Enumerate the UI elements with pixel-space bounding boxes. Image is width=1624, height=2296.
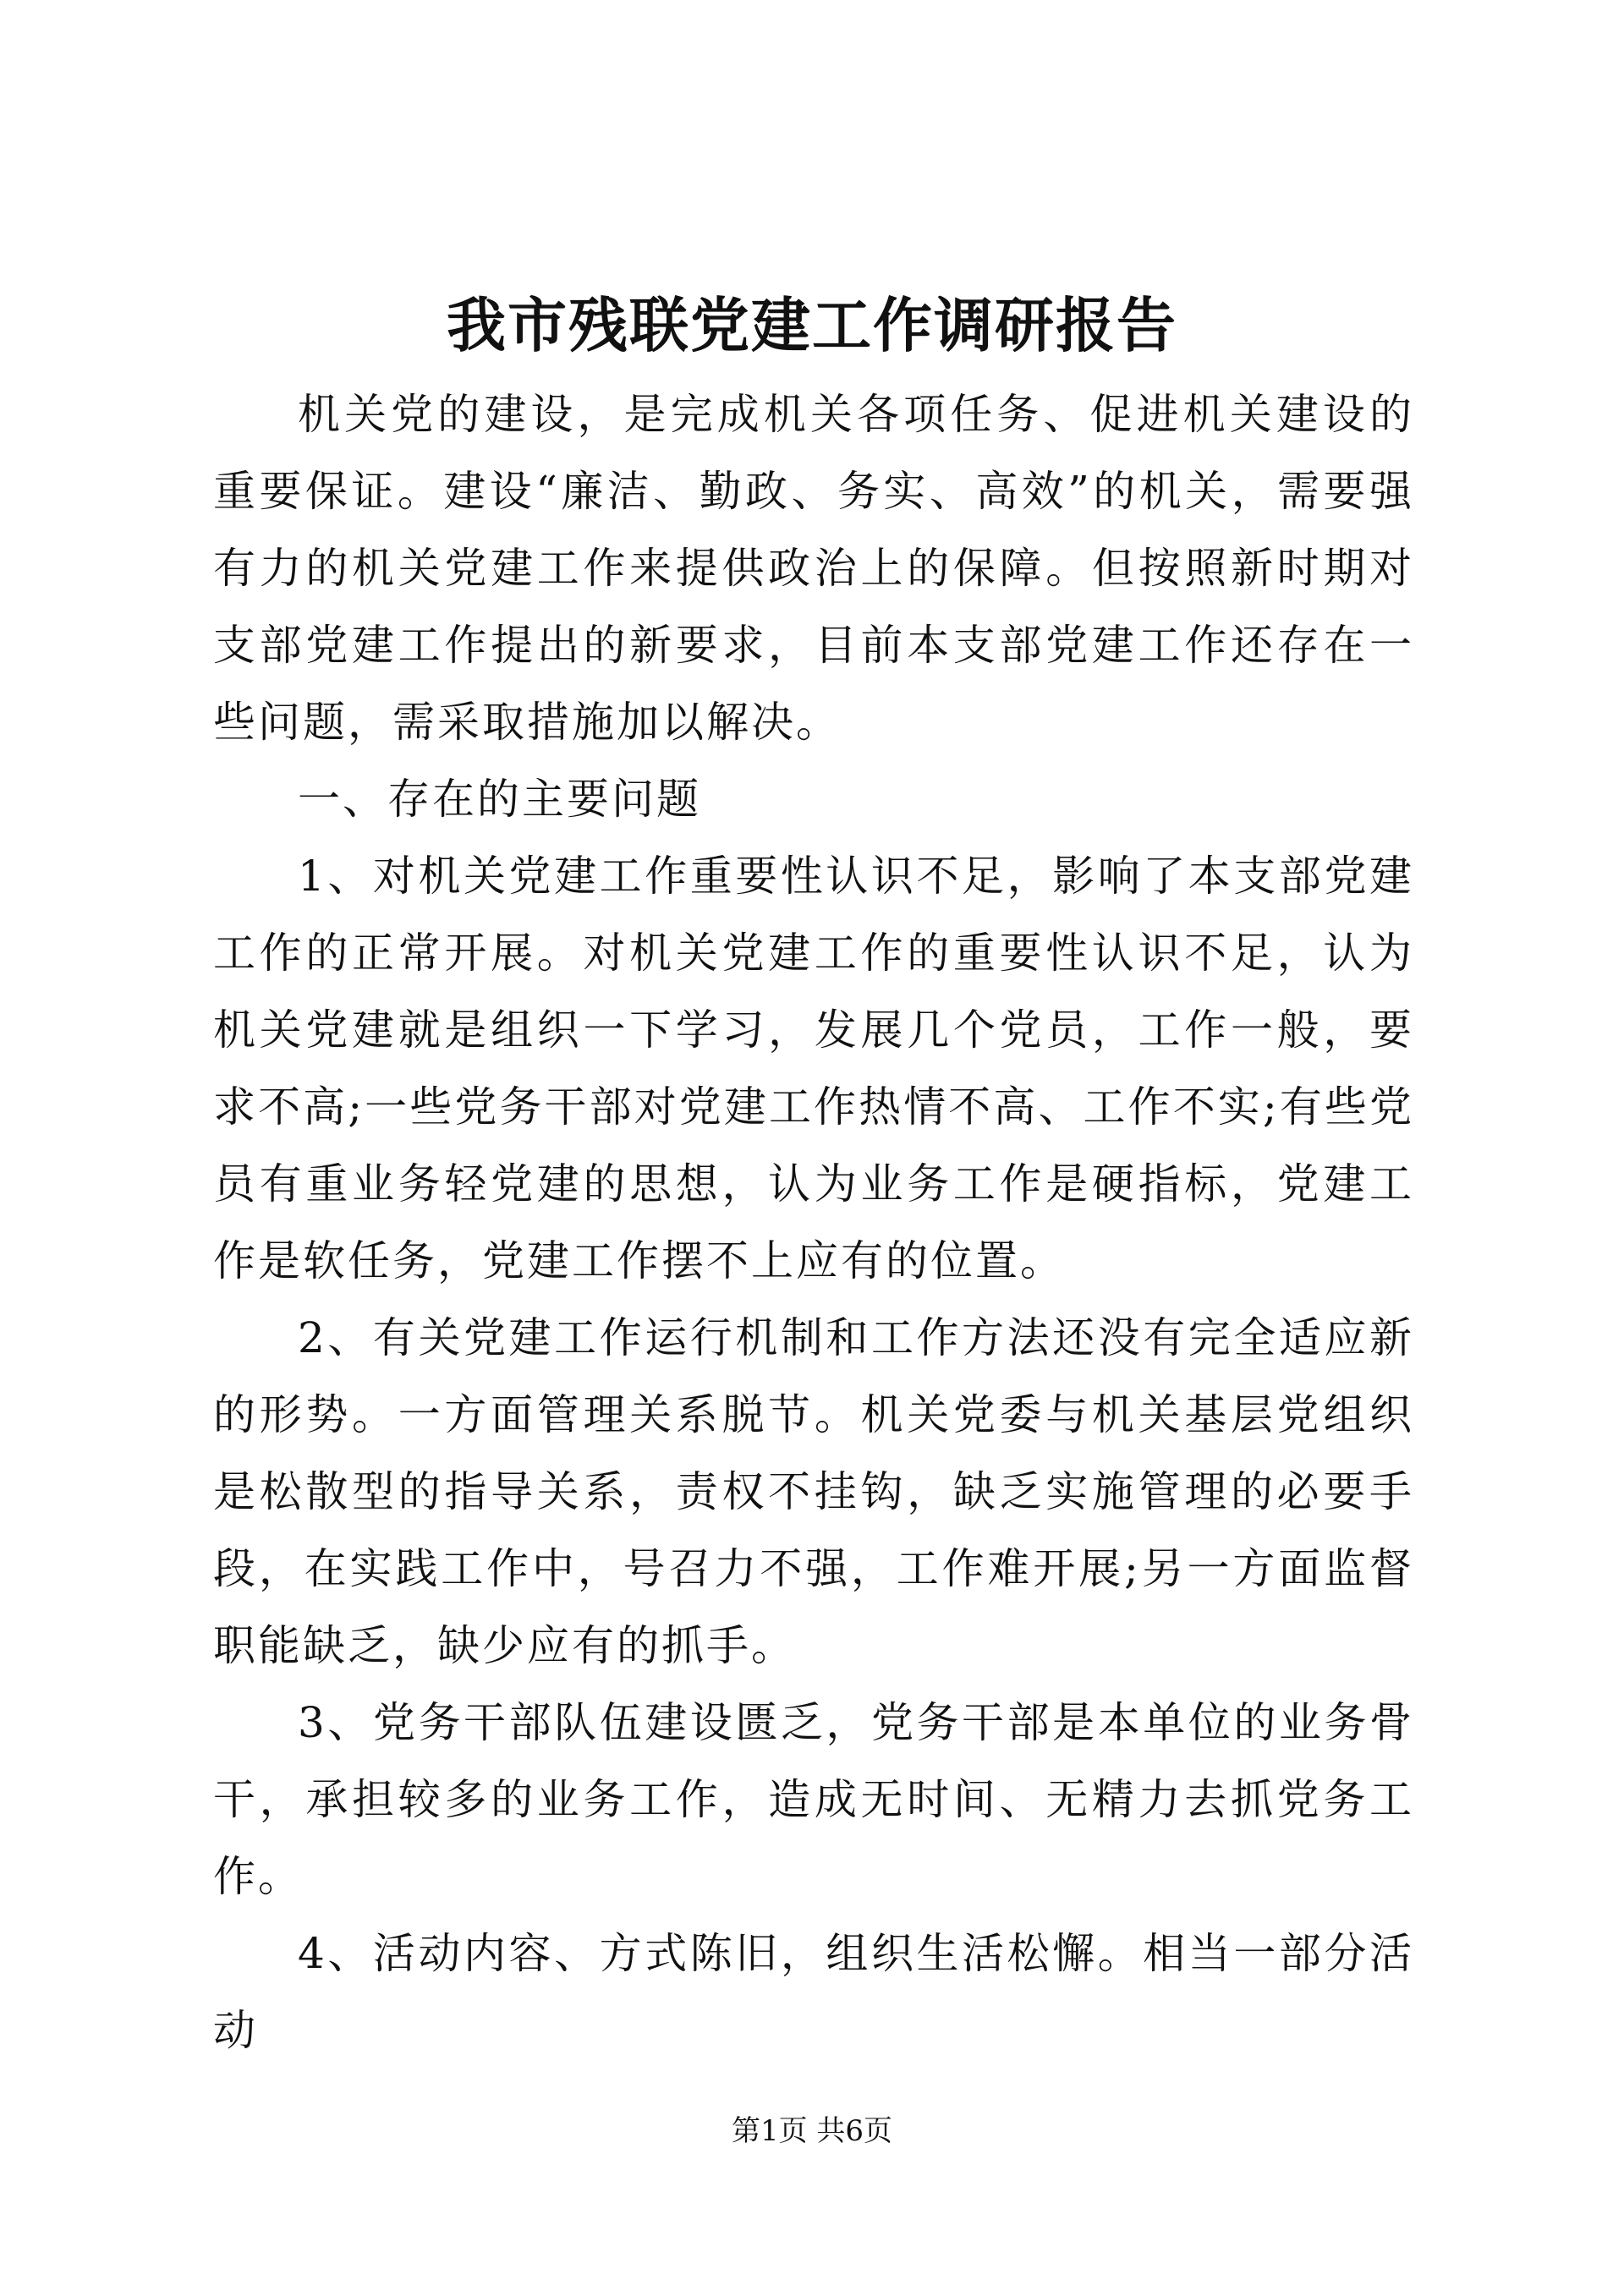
page-footer: 第1页 共6页 [731,2114,893,2148]
paragraph-problem-3: 3、党务干部队伍建设匮乏，党务干部是本单位的业务骨干，承担较多的业务工作，造成无时间、无精力去抓党务工作。 [213,1698,1414,1901]
document-title: 我市残联党建工作调研报告 [447,290,1177,360]
paragraph-problem-2: 2、有关党建工作运行机制和工作方法还没有完全适应新的形势。一方面管理关系脱节。机关党委与机关基层党组织是松散型的指导关系，责权不挂钩，缺乏实施管理的必要手段，在实践工作中，号召力不强，工作难开展;另一方面监督职能缺乏，缺少应有的抓手。 [213,1313,1414,1670]
document-body [213,376,1414,2069]
paragraph-problem-1: 1、对机关党建工作重要性认识不足，影响了本支部党建工作的正常开展。对机关党建工作的重要性认识不足，认为机关党建就是组织一下学习，发展几个党员，工作一般，要求不高;一些党务干部对党建工作热情不高、工作不实;有些党员有重业务轻党建的思想，认为业务工作是硬指标，党建工作是软任务，党建工作摆不上应有的位置。 [213,852,1414,1285]
paragraph-intro: 机关党的建设，是完成机关各项任务、促进机关建设的重要保证。建设“廉洁、勤政、务实、高效”的机关，需要强有力的机关党建工作来提供政治上的保障。但按照新时期对支部党建工作提出的新要求，目前本支部党建工作还存在一些问题，需采取措施加以解决。 [213,390,1414,747]
paragraph-problem-4: 4、活动内容、方式陈旧，组织生活松懈。相当一部分活动 [213,1929,1414,2055]
section-heading-problems: 一、存在的主要问题 [298,775,701,824]
